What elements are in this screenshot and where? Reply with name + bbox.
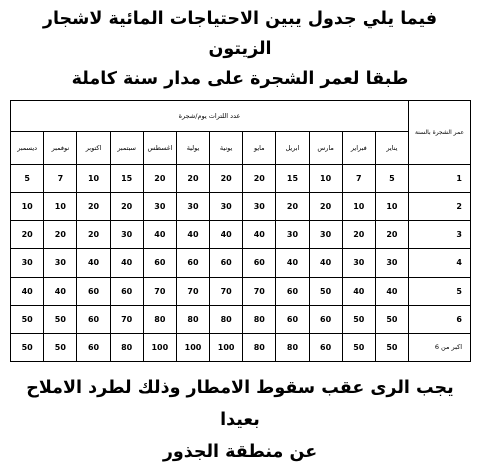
liters-cell: 10 bbox=[342, 193, 375, 221]
table-row bbox=[11, 221, 471, 249]
table-body bbox=[11, 165, 471, 362]
liters-cell: 20 bbox=[375, 221, 408, 249]
liters-cell: 50 bbox=[342, 333, 375, 361]
liters-cell: 40 bbox=[143, 221, 176, 249]
table-row bbox=[11, 277, 471, 305]
month-header: يناير bbox=[375, 132, 408, 165]
liters-cell: 30 bbox=[210, 193, 243, 221]
liters-cell: 20 bbox=[11, 221, 44, 249]
liters-group-header: عدد اللترات يوم/شجرة bbox=[11, 101, 409, 132]
liters-cell: 60 bbox=[243, 249, 276, 277]
liters-cell: 50 bbox=[342, 305, 375, 333]
table-row bbox=[11, 193, 471, 221]
liters-cell: 20 bbox=[342, 221, 375, 249]
title-line-2: طبقا لعمر الشجرة على مدار سنة كاملة bbox=[71, 69, 409, 89]
liters-cell: 30 bbox=[342, 249, 375, 277]
age-cell: 3 bbox=[409, 221, 471, 249]
liters-cell: 7 bbox=[44, 165, 77, 193]
age-cell: 2 bbox=[409, 193, 471, 221]
liters-cell: 50 bbox=[309, 277, 342, 305]
month-header: فبراير bbox=[342, 132, 375, 165]
liters-cell: 80 bbox=[176, 305, 209, 333]
table-row bbox=[11, 305, 471, 333]
liters-cell: 80 bbox=[110, 333, 143, 361]
month-header: يونية bbox=[210, 132, 243, 165]
table-row bbox=[11, 165, 471, 193]
liters-cell: 30 bbox=[176, 193, 209, 221]
liters-cell: 50 bbox=[44, 333, 77, 361]
liters-cell: 30 bbox=[243, 193, 276, 221]
liters-cell: 70 bbox=[110, 305, 143, 333]
liters-cell: 40 bbox=[210, 221, 243, 249]
liters-cell: 7 bbox=[342, 165, 375, 193]
liters-cell: 10 bbox=[77, 165, 110, 193]
month-header: اكتوبر bbox=[77, 132, 110, 165]
age-cell: اكبر من 6 bbox=[409, 333, 471, 361]
liters-cell: 60 bbox=[143, 249, 176, 277]
liters-cell: 60 bbox=[309, 333, 342, 361]
liters-cell: 30 bbox=[110, 221, 143, 249]
liters-cell: 80 bbox=[243, 333, 276, 361]
liters-cell: 60 bbox=[210, 249, 243, 277]
liters-cell: 20 bbox=[309, 193, 342, 221]
month-header: ديسمبر bbox=[11, 132, 44, 165]
liters-cell: 80 bbox=[276, 333, 309, 361]
liters-cell: 20 bbox=[176, 165, 209, 193]
month-header-row bbox=[11, 132, 471, 165]
liters-cell: 30 bbox=[375, 249, 408, 277]
liters-cell: 50 bbox=[375, 333, 408, 361]
liters-cell: 40 bbox=[342, 277, 375, 305]
liters-cell: 20 bbox=[77, 221, 110, 249]
liters-cell: 30 bbox=[44, 249, 77, 277]
liters-cell: 100 bbox=[143, 333, 176, 361]
month-header: مارس bbox=[309, 132, 342, 165]
liters-cell: 40 bbox=[375, 277, 408, 305]
liters-cell: 40 bbox=[44, 277, 77, 305]
liters-cell: 50 bbox=[11, 305, 44, 333]
liters-cell: 80 bbox=[243, 305, 276, 333]
footer-line-2: عن منطقة الجذور bbox=[162, 442, 318, 462]
liters-cell: 30 bbox=[143, 193, 176, 221]
month-header: سبتمبر bbox=[110, 132, 143, 165]
liters-cell: 60 bbox=[276, 305, 309, 333]
month-header: نوفمبر bbox=[44, 132, 77, 165]
liters-cell: 15 bbox=[276, 165, 309, 193]
liters-cell: 40 bbox=[77, 249, 110, 277]
age-cell: 6 bbox=[409, 305, 471, 333]
water-requirements-table bbox=[10, 100, 471, 362]
liters-cell: 10 bbox=[309, 165, 342, 193]
liters-cell: 60 bbox=[176, 249, 209, 277]
liters-cell: 40 bbox=[11, 277, 44, 305]
age-cell: 1 bbox=[409, 165, 471, 193]
liters-cell: 40 bbox=[176, 221, 209, 249]
liters-cell: 60 bbox=[77, 333, 110, 361]
page-title bbox=[10, 4, 470, 94]
liters-cell: 60 bbox=[309, 305, 342, 333]
month-header: مايو bbox=[243, 132, 276, 165]
liters-cell: 50 bbox=[44, 305, 77, 333]
liters-cell: 40 bbox=[110, 249, 143, 277]
liters-cell: 60 bbox=[276, 277, 309, 305]
liters-cell: 5 bbox=[11, 165, 44, 193]
liters-cell: 5 bbox=[375, 165, 408, 193]
liters-cell: 50 bbox=[375, 305, 408, 333]
liters-cell: 10 bbox=[44, 193, 77, 221]
liters-cell: 20 bbox=[77, 193, 110, 221]
month-header: ابريل bbox=[276, 132, 309, 165]
liters-cell: 50 bbox=[11, 333, 44, 361]
age-cell: 5 bbox=[409, 277, 471, 305]
liters-cell: 40 bbox=[243, 221, 276, 249]
liters-cell: 70 bbox=[176, 277, 209, 305]
liters-cell: 20 bbox=[44, 221, 77, 249]
liters-cell: 30 bbox=[309, 221, 342, 249]
liters-cell: 20 bbox=[143, 165, 176, 193]
liters-cell: 100 bbox=[176, 333, 209, 361]
table-row bbox=[11, 333, 471, 361]
liters-cell: 60 bbox=[77, 277, 110, 305]
age-cell: 4 bbox=[409, 249, 471, 277]
title-line-1: فيما يلي جدول يبين الاحتياجات المائية لاشجار الزيتون bbox=[42, 9, 438, 59]
liters-cell: 60 bbox=[110, 277, 143, 305]
liters-cell: 20 bbox=[110, 193, 143, 221]
liters-cell: 80 bbox=[210, 305, 243, 333]
liters-cell: 10 bbox=[375, 193, 408, 221]
table-row bbox=[11, 249, 471, 277]
liters-cell: 80 bbox=[143, 305, 176, 333]
liters-cell: 30 bbox=[276, 221, 309, 249]
liters-cell: 20 bbox=[243, 165, 276, 193]
month-header: اغسطس bbox=[143, 132, 176, 165]
liters-cell: 15 bbox=[110, 165, 143, 193]
footer-line-1: يجب الرى عقب سقوط الامطار وذلك لطرد الاملاح بعيدا bbox=[26, 378, 454, 430]
month-header: يولية bbox=[176, 132, 209, 165]
liters-cell: 70 bbox=[243, 277, 276, 305]
liters-cell: 20 bbox=[276, 193, 309, 221]
liters-cell: 60 bbox=[77, 305, 110, 333]
liters-cell: 70 bbox=[143, 277, 176, 305]
liters-cell: 100 bbox=[210, 333, 243, 361]
age-column-header: عمر الشجرة بالسنة bbox=[409, 101, 471, 165]
footer-note bbox=[8, 372, 472, 468]
liters-cell: 40 bbox=[276, 249, 309, 277]
liters-cell: 30 bbox=[11, 249, 44, 277]
liters-cell: 20 bbox=[210, 165, 243, 193]
liters-cell: 70 bbox=[210, 277, 243, 305]
liters-cell: 40 bbox=[309, 249, 342, 277]
liters-cell: 10 bbox=[11, 193, 44, 221]
